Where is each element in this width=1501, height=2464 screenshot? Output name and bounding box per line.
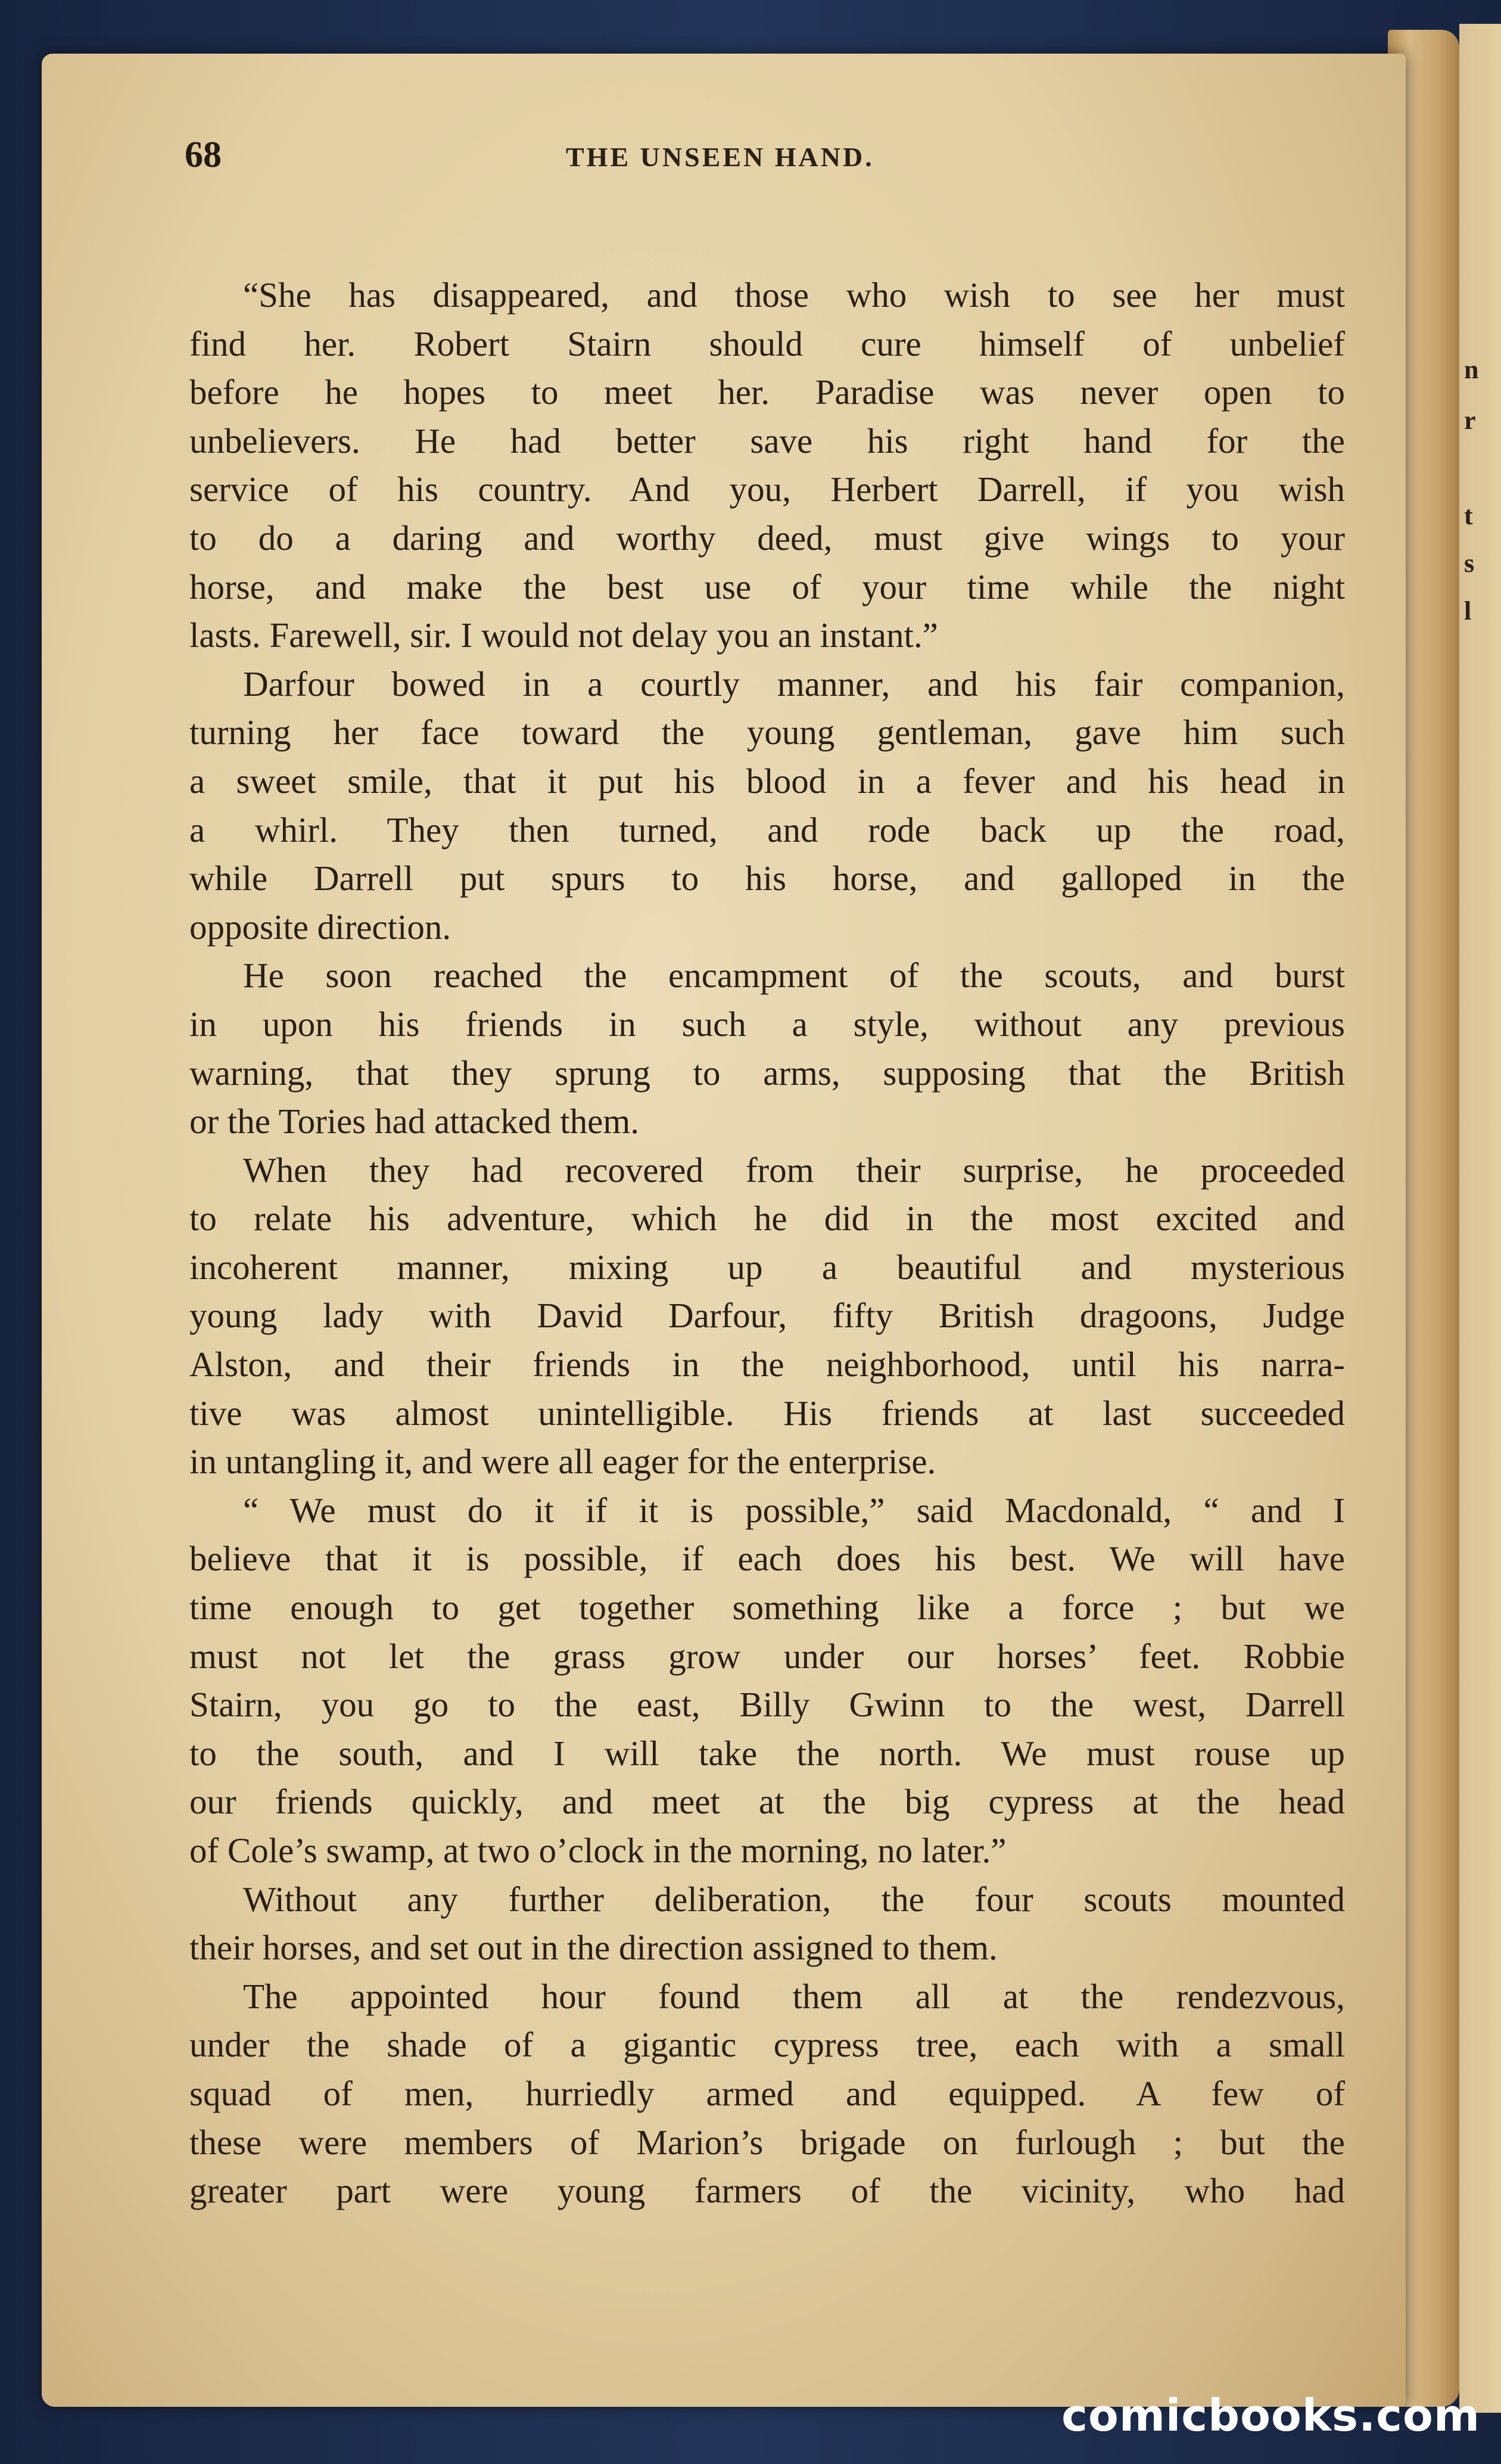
text-line: turning her face toward the young gentleman, gave him such — [189, 713, 1345, 752]
text-line: Stairn, you go to the east, Billy Gwinn to the west, Darrell — [189, 1685, 1345, 1725]
text-line: under the shade of a gigantic cypress tree, each with a small — [189, 2025, 1345, 2065]
text-line: Without any further deliberation, the four scouts mounted — [243, 1879, 1345, 1919]
text-line: horse, and make the best use of your time while the night — [189, 567, 1345, 606]
facing-page-fragment: r — [1464, 406, 1476, 435]
text-line: When they had recovered from their surprise, he proceeded — [243, 1150, 1345, 1190]
text-line: believe that it is possible, if each does his best. We will have — [189, 1539, 1345, 1579]
page-number: 68 — [185, 135, 222, 175]
facing-page-fragment: t — [1464, 501, 1473, 530]
text-line: “She has disappeared, and those who wish to see her must — [243, 275, 1345, 315]
page-header — [0, 134, 1501, 194]
watermark: comicbooks.com — [1061, 2390, 1480, 2441]
text-line: a sweet smile, that it put his blood in a fever and his head in — [189, 761, 1345, 801]
text-line: squad of men, hurriedly armed and equipped. A few of — [189, 2073, 1345, 2113]
text-line: in upon his friends in such a style, without any previous — [189, 1004, 1345, 1044]
text-line: Darfour bowed in a courtly manner, and his fair companion, — [243, 664, 1345, 704]
text-line: a whirl. They then turned, and rode back up the road, — [189, 810, 1345, 850]
facing-page-edge — [1459, 24, 1501, 2413]
text-line: tive was almost unintelligible. His friends at last succeeded — [189, 1393, 1345, 1433]
text-line: young lady with David Darfour, fifty British dragoons, Judge — [189, 1296, 1345, 1336]
text-line: while Darrell put spurs to his horse, and galloped in the — [189, 858, 1345, 898]
running-title: THE UNSEEN HAND. — [566, 142, 874, 172]
text-line: Alston, and their friends in the neighborhood, until his narra- — [189, 1345, 1345, 1385]
text-line: to the south, and I will take the north. We must rouse up — [189, 1733, 1345, 1773]
text-line: to relate his adventure, which he did in the most excited and — [189, 1199, 1345, 1239]
text-line: He soon reached the encampment of the scouts, and burst — [243, 956, 1345, 995]
text-line: find her. Robert Stairn should cure himself of unbelief — [189, 323, 1345, 363]
text-line: or the Tories had attacked them. — [189, 1102, 639, 1141]
text-line: their horses, and set out in the direction assigned to them. — [189, 1928, 998, 1968]
text-line: lasts. Farewell, sir. I would not delay you an instant.” — [189, 615, 938, 655]
text-line: The appointed hour found them all at the rendezvous, — [243, 1976, 1345, 2016]
text-line: before he hopes to meet her. Paradise was never open to — [189, 372, 1345, 412]
text-line: time enough to get together something like a force ; but we — [189, 1588, 1345, 1628]
text-line: to do a daring and worthy deed, must give wings to your — [189, 518, 1345, 558]
text-line: service of his country. And you, Herbert Darrell, if you wish — [189, 469, 1345, 509]
facing-page-fragment: s — [1464, 549, 1475, 578]
text-line: of Cole’s swamp, at two o’clock in the morning, no later.” — [189, 1831, 1007, 1870]
text-line: “ We must do it if it is possible,” said Macdonald, “ and I — [243, 1490, 1345, 1530]
text-line: greater part were young farmers of the vicinity, who had — [189, 2171, 1345, 2211]
text-line: warning, that they sprung to arms, supposing that the British — [189, 1053, 1345, 1093]
text-line: our friends quickly, and meet at the big cypress at the head — [189, 1782, 1345, 1822]
text-line: in untangling it, and were all eager for the enterprise. — [189, 1442, 936, 1482]
text-line: opposite direction. — [189, 907, 451, 947]
facing-page-fragment: l — [1464, 596, 1472, 626]
body-text — [189, 271, 1345, 2216]
text-line: unbelievers. He had better save his right hand for the — [189, 421, 1345, 461]
text-line: must not let the grass grow under our horses’ feet. Robbie — [189, 1636, 1345, 1676]
facing-page-fragment: n — [1464, 355, 1479, 384]
text-line: these were members of Marion’s brigade on furlough ; but the — [189, 2122, 1345, 2162]
text-line: incoherent manner, mixing up a beautiful and mysterious — [189, 1247, 1345, 1287]
